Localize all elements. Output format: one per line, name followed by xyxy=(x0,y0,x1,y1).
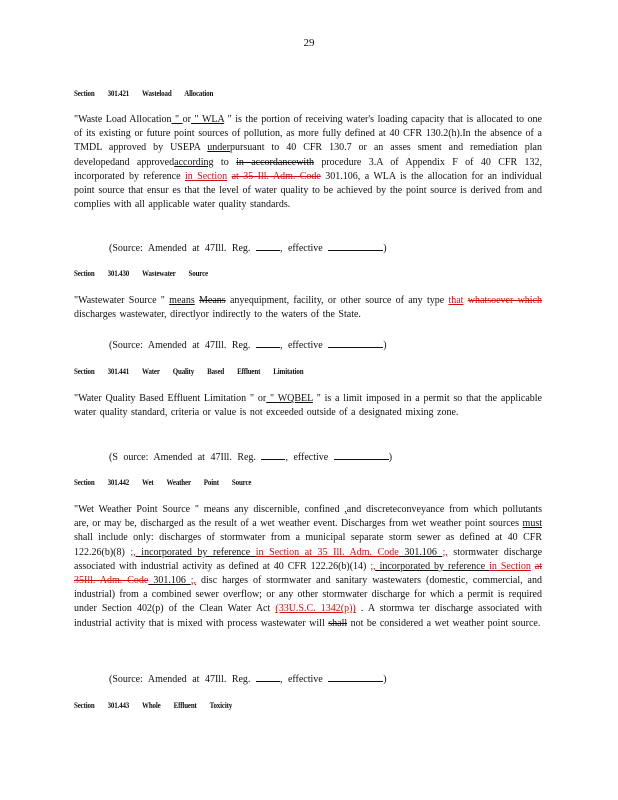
inserted-text: ;, xyxy=(370,560,376,572)
section-body xyxy=(74,503,542,631)
blank-line xyxy=(256,672,280,682)
body-text: is the portion of receiving water's loading capacity that is allocated to one of its existing or future point sources of pollution, as more fully defined at 40 CFR 130.2(h).In the absence of a TMDL approved by USEPA xyxy=(74,114,542,154)
body-text: " xyxy=(224,114,236,125)
source-text: , effective xyxy=(279,674,323,685)
blank-line xyxy=(328,672,383,682)
underlined-text: incorporated by reference xyxy=(135,546,256,558)
underlined-text: " xyxy=(171,114,183,125)
body-text: or xyxy=(182,114,191,125)
source-label: (Source: xyxy=(109,340,143,351)
body-text: discharges wastewater, directlyor indirectly to the waters of the State. xyxy=(74,309,361,321)
body-text: pursuant xyxy=(230,142,265,154)
deleted-text: shall xyxy=(328,617,348,629)
underlined-text: 301.106 xyxy=(148,575,191,587)
page-number: 29 xyxy=(303,37,315,49)
body-text: . A stormwa ter discharge associated with industrial activity that is mixed with process wastewater will xyxy=(74,603,542,629)
underlined-text: according xyxy=(174,156,214,168)
section-heading: Section 301.430 Wastewater Source xyxy=(74,268,208,278)
blank-line xyxy=(261,450,285,460)
source-line xyxy=(109,672,387,685)
source-text: Amended at 47Ill. Reg. xyxy=(147,674,251,685)
source-end: ) xyxy=(383,243,387,254)
body-text: to xyxy=(213,156,237,168)
body-text: " xyxy=(74,114,79,125)
section-body xyxy=(74,392,542,420)
section-heading: Section 301.441 Water Quality Based Effluent Limitation xyxy=(74,366,304,376)
section-heading: Section 301.443 Whole Effluent Toxicity xyxy=(74,700,233,710)
section-body xyxy=(74,294,542,322)
section-heading: Section 301.421 Wasteload Allocation xyxy=(74,88,214,98)
body-text: procedure 3.A of Appendix F of 40 CFR 132, incorporated by reference xyxy=(74,156,542,182)
blank-line xyxy=(256,338,280,348)
source-label: (Source: xyxy=(109,243,143,254)
underlined-text: " xyxy=(266,393,278,404)
inserted-text: ;, xyxy=(190,575,197,587)
source-text: , effective xyxy=(285,452,329,463)
deleted-text: in accordancewith xyxy=(236,156,314,168)
inserted-text: (33U.S.C. 1342(p)) xyxy=(275,603,356,615)
inserted-text: in Section xyxy=(184,170,228,182)
blank-line xyxy=(256,241,280,251)
source-end: ) xyxy=(383,340,387,351)
deleted-text: Means xyxy=(199,295,226,306)
body-text: stormwater discharge associated with industrial activity as defined at 40 CFR 122.26(b)(14) xyxy=(74,546,543,572)
body-text: not be considered a wet weather point source. xyxy=(347,617,541,629)
blank-line xyxy=(328,241,383,251)
body-text: shall include only: discharges of stormwater from a municipal separate storm sewer as defined at 40 CFR 122.26(b)(8) xyxy=(74,532,542,558)
underlined-text: incorporated by reference xyxy=(375,560,490,572)
source-text: Amended at 47Ill. Reg. xyxy=(147,243,251,254)
inserted-text: ;, xyxy=(442,546,448,558)
inserted-text: in Section xyxy=(489,560,531,572)
deleted-text: at 35 Ill. Adm. Code xyxy=(231,170,321,182)
source-text: , effective xyxy=(279,243,323,254)
source-end: ) xyxy=(388,452,393,463)
underlined-text: means xyxy=(169,295,195,306)
source-label: (S ource: xyxy=(109,452,149,463)
underlined-text: WLA xyxy=(201,114,225,125)
body-text: "Water Quality Based Effluent Limitation " xyxy=(74,393,258,404)
blank-line xyxy=(334,450,389,460)
deleted-text: whatsoever which xyxy=(467,295,543,306)
body-text: or xyxy=(257,393,267,404)
underlined-text: " xyxy=(191,114,202,125)
body-text: "Wet Weather Point Source " means any discernible, confined xyxy=(74,504,345,515)
source-text: , effective xyxy=(279,340,323,351)
source-line xyxy=(109,241,387,254)
body-text: anyequipment, facility, or other source of any type xyxy=(225,295,449,306)
underlined-text: must xyxy=(522,518,542,530)
source-text: Amended at 47Ill. Reg. xyxy=(147,340,251,351)
underlined-text: 301.106 xyxy=(398,546,443,558)
section-body xyxy=(74,113,542,212)
source-label: (Source: xyxy=(109,674,143,685)
inserted-text: ;, xyxy=(130,546,136,558)
deleted-text: at 35Ill. Adm. Code xyxy=(74,560,543,587)
underlined-text: WQBEL xyxy=(277,393,313,404)
underlined-text: , xyxy=(344,504,347,515)
body-text: Waste Load Allocation xyxy=(78,114,172,125)
body-text: 301.106, a WLA is the allocation for an individual point source that ensur es that the level of water quality to be achieved by the point source is derived from and complies with all applicable water quality standards. xyxy=(74,170,543,211)
body-text: "Wastewater Source " xyxy=(74,295,170,306)
blank-line xyxy=(328,338,383,348)
source-end: ) xyxy=(383,674,387,685)
section-heading: Section 301.442 Wet Weather Point Source xyxy=(74,477,252,487)
inserted-text: that xyxy=(448,295,464,306)
body-text: " is a limit imposed in a permit so that the applicable water quality standard, criteria or value is not exceeded outside of a designated mixing zone. xyxy=(74,393,543,419)
inserted-text: in Section at 35 Ill. Adm. Code xyxy=(255,546,399,558)
underlined-text: under xyxy=(207,142,231,154)
body-text: to 40 CFR 130.7 or an asses sment and remediation plan developedand approved xyxy=(74,142,542,168)
body-text: and discreteconveyance from which pollutants are, or may be, discharged as the result of a wet weather event. Discharges from wet weather point sources xyxy=(74,504,542,530)
source-line xyxy=(109,338,387,351)
source-line xyxy=(109,450,392,463)
source-text: Amended at 47Ill. Reg. xyxy=(153,452,256,463)
body-text: disc harges of stormwater and sanitary wastewaters (domestic, commercial, and industrial) from a combined sewer overflow; or any other stormwater discharge for which a permit is required under Section 402(p) of the Clean Water Act xyxy=(74,575,542,615)
